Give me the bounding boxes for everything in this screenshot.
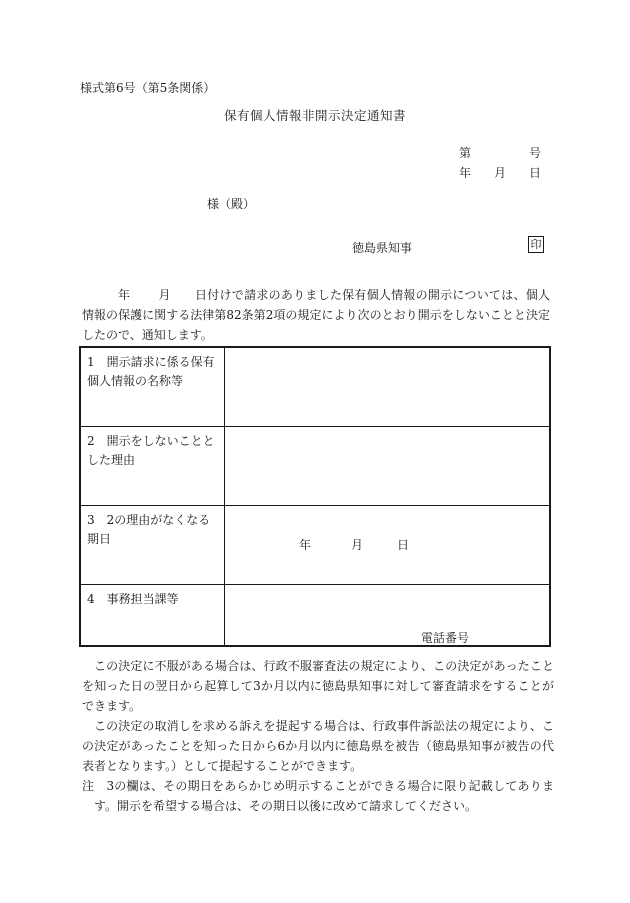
expiry-day: 日 xyxy=(397,537,410,552)
document-number-line xyxy=(459,145,541,161)
row-label: 1 開示請求に係る保有個人情報の名称等 xyxy=(80,347,225,426)
row-label: 4 事務担当課等 xyxy=(80,584,225,646)
issuer-name: 徳島県知事 xyxy=(352,241,413,255)
date-month: 月 xyxy=(493,166,506,180)
row-value-date xyxy=(225,505,551,584)
row-value xyxy=(225,426,551,505)
body-month: 月 xyxy=(158,288,171,302)
table-row xyxy=(80,426,550,505)
body-text: 日付けで請求のありました保有個人情報の開示については、個人情報の保護に関する法律第82条第2項の規定により次のとおり開示をしないことと決定したので、通知します。 xyxy=(82,288,550,342)
notes-section xyxy=(82,656,554,816)
table-row xyxy=(80,584,550,646)
row-value-contact xyxy=(225,584,551,646)
date-year: 年 xyxy=(459,166,472,180)
seal-mark: 印 xyxy=(528,236,544,253)
expiry-date xyxy=(299,536,409,555)
row-label: 3 2の理由がなくなる期日 xyxy=(80,505,225,584)
phone-label: 電話番号 xyxy=(421,630,470,645)
form-number: 様式第6号（第5条関係） xyxy=(80,81,216,95)
document-title: 保有個人情報非開示決定通知書 xyxy=(223,108,406,123)
decision-table xyxy=(79,346,551,647)
expiry-year: 年 xyxy=(299,537,312,552)
table-row xyxy=(80,505,550,584)
note-paragraph-appeal: この決定に不服がある場合は、行政不服審査法の規定により、この決定があったことを知った日の翌日から起算して3か月以内に徳島県知事に対して審査請求をすることができます。 xyxy=(82,659,554,713)
table-row xyxy=(80,347,550,426)
date-day: 日 xyxy=(528,166,541,180)
note-remark: 注 3の欄は、その期日をあらかじめ明示することができる場合に限り記載してあります。開示を希望する場合は、その期日以後に改めて請求してください。 xyxy=(82,779,554,813)
row-value xyxy=(225,347,551,426)
document-date-line xyxy=(459,165,541,181)
expiry-month: 月 xyxy=(351,537,364,552)
body-year: 年 xyxy=(118,288,131,302)
note-paragraph-lawsuit: この決定の取消しを求める訴えを提起する場合は、行政事件訴訟法の規定により、この決定があったことを知った日から6か月以内に徳島県を被告（徳島県知事が被告の代表者となります。）として提起することができます。 xyxy=(82,719,554,773)
addressee: 様（殿） xyxy=(207,197,256,211)
number-prefix: 第 xyxy=(459,146,472,160)
number-suffix: 号 xyxy=(528,146,541,160)
body-paragraph xyxy=(82,285,550,345)
row-label: 2 開示をしないこととした理由 xyxy=(80,426,225,505)
